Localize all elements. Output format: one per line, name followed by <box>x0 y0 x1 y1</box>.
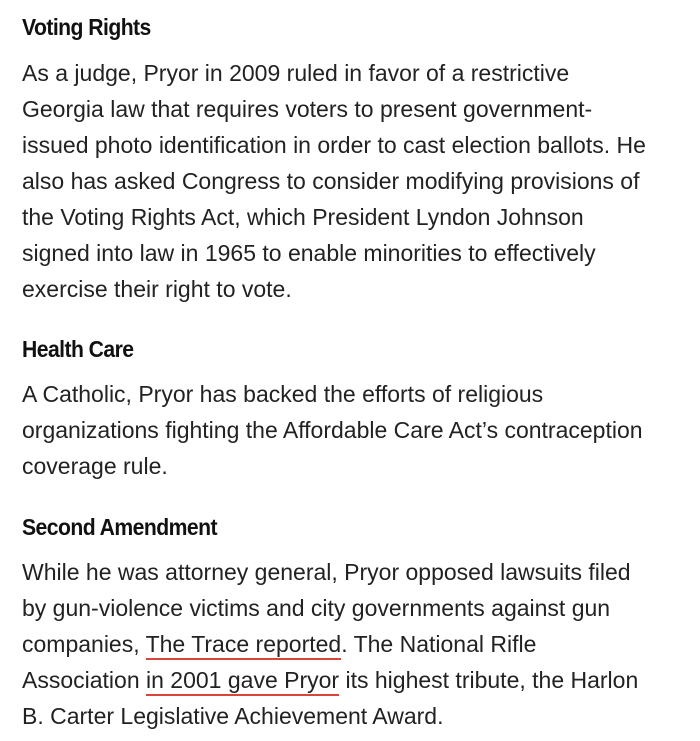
paragraph-line: by gun-violence victims and city governments against gun <box>22 595 611 621</box>
paragraph-line: also has asked Congress to consider modifying provisions of <box>22 168 640 194</box>
text-run: companies, <box>22 631 146 657</box>
paragraph-line: A Catholic, Pryor has backed the efforts of religious <box>22 381 544 407</box>
section-paragraph-second-amendment <box>22 554 692 734</box>
section-heading-voting-rights: Voting Rights <box>22 14 151 40</box>
paragraph-line: B. Carter Legislative Achievement Award. <box>22 703 444 729</box>
paragraph-line <box>22 626 692 662</box>
section-paragraph-voting-rights <box>22 55 692 307</box>
section-heading-health-care: Health Care <box>22 336 134 362</box>
paragraph-line: While he was attorney general, Pryor opposed lawsuits filed <box>22 559 631 585</box>
link-the-trace-reported[interactable]: The Trace reported <box>146 631 342 660</box>
paragraph-line: organizations fighting the Affordable Care Act’s contraception <box>22 417 643 443</box>
paragraph-line: Georgia law that requires voters to present government- <box>22 96 593 122</box>
paragraph-line: exercise their right to vote. <box>22 276 292 302</box>
paragraph-line: issued photo identification in order to cast election ballots. He <box>22 132 646 158</box>
section-paragraph-health-care <box>22 376 692 484</box>
paragraph-line: signed into law in 1965 to enable minorities to effectively <box>22 240 596 266</box>
paragraph-line: coverage rule. <box>22 453 168 479</box>
paragraph-line <box>22 662 692 698</box>
link-2001-gave-pryor[interactable]: in 2001 gave Pryor <box>146 667 339 696</box>
paragraph-line: the Voting Rights Act, which President Lyndon Johnson <box>22 204 584 230</box>
text-run: its highest tribute, the Harlon <box>339 667 639 693</box>
text-run: . The National Rifle <box>341 631 537 657</box>
text-run: Association <box>22 667 147 693</box>
section-heading-second-amendment: Second Amendment <box>22 514 217 540</box>
paragraph-line: As a judge, Pryor in 2009 ruled in favor of a restrictive <box>22 60 570 86</box>
